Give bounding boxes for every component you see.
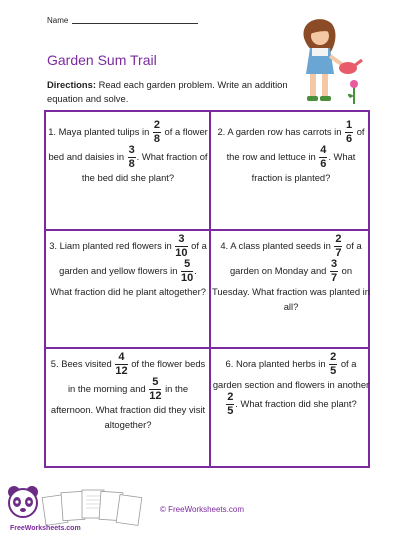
- worksheet-stack-graphic: [40, 486, 150, 526]
- fraction: $\frac{5}{12}$: [149, 376, 162, 403]
- problem-grid: [44, 110, 370, 468]
- grid-divider-2: [46, 347, 368, 349]
- fraction: $\frac{2}{8}$: [153, 119, 160, 146]
- problem-6: 6. Nora planted herbs in $\frac{2}{5}$ of a garden section and flowers in another $\frac{2}{5}$ . What fraction did she plant?: [212, 351, 370, 418]
- fraction: $\frac{1}{6}$: [346, 119, 353, 146]
- directions: [47, 78, 297, 106]
- fraction: $\frac{3}{10}$: [175, 233, 188, 260]
- fraction: $\frac{3}{7}$: [330, 258, 338, 285]
- name-label: Name: [47, 16, 69, 25]
- problem-4: 4. A class planted seeds in $\frac{2}{7}$ of a garden on Monday and $\frac{3}{7}$ on Tuesday. What fraction was planted in all?: [212, 233, 370, 313]
- fraction: $\frac{2}{7}$: [335, 233, 342, 260]
- fraction: $\frac{2}{5}$: [227, 391, 234, 418]
- problem-5: 5. Bees visited $\frac{4}{12}$ of the flower beds in the morning and $\frac{5}{12}$ in the afternoon. What fraction did they visit altogether?: [50, 351, 206, 431]
- grid-divider-1: [46, 229, 368, 231]
- problem-1: 1. Maya planted tulips in $\frac{2}{8}$ of a flower bed and daisies in $\frac{3}{8}$ . What fraction of the bed did she plant?: [48, 119, 208, 184]
- fraction: $\frac{3}{8}$: [128, 144, 135, 171]
- fraction: $\frac{4}{6}$: [320, 144, 327, 171]
- name-line[interactable]: [72, 23, 198, 24]
- fraction: $\frac{5}{10}$: [181, 258, 194, 285]
- fraction: $\frac{2}{5}$: [330, 351, 337, 378]
- gardener-girl-illustration: [292, 12, 367, 107]
- name-field-row: [47, 16, 198, 25]
- directions-text: Read each garden problem. Write an addition equation and solve.: [47, 79, 288, 104]
- directions-label: Directions:: [47, 79, 96, 90]
- problem-3: 3. Liam planted red flowers in $\frac{3}{10}$ of a garden and yellow flowers in $\frac{5}{10}$ . What fraction did he plant altogether?: [49, 233, 207, 298]
- copyright-link[interactable]: © FreeWorksheets.com: [160, 505, 244, 514]
- problem-2: 2. A garden row has carrots in $\frac{1}{6}$ of the row and lettuce in $\frac{4}{6}$ . What fraction is planted?: [217, 119, 365, 184]
- fraction: $\frac{4}{12}$: [115, 351, 128, 378]
- panda-logo-icon: [6, 484, 40, 522]
- worksheet-title: Garden Sum Trail: [47, 52, 157, 68]
- logo-text: FreeWorksheets.com: [10, 525, 81, 532]
